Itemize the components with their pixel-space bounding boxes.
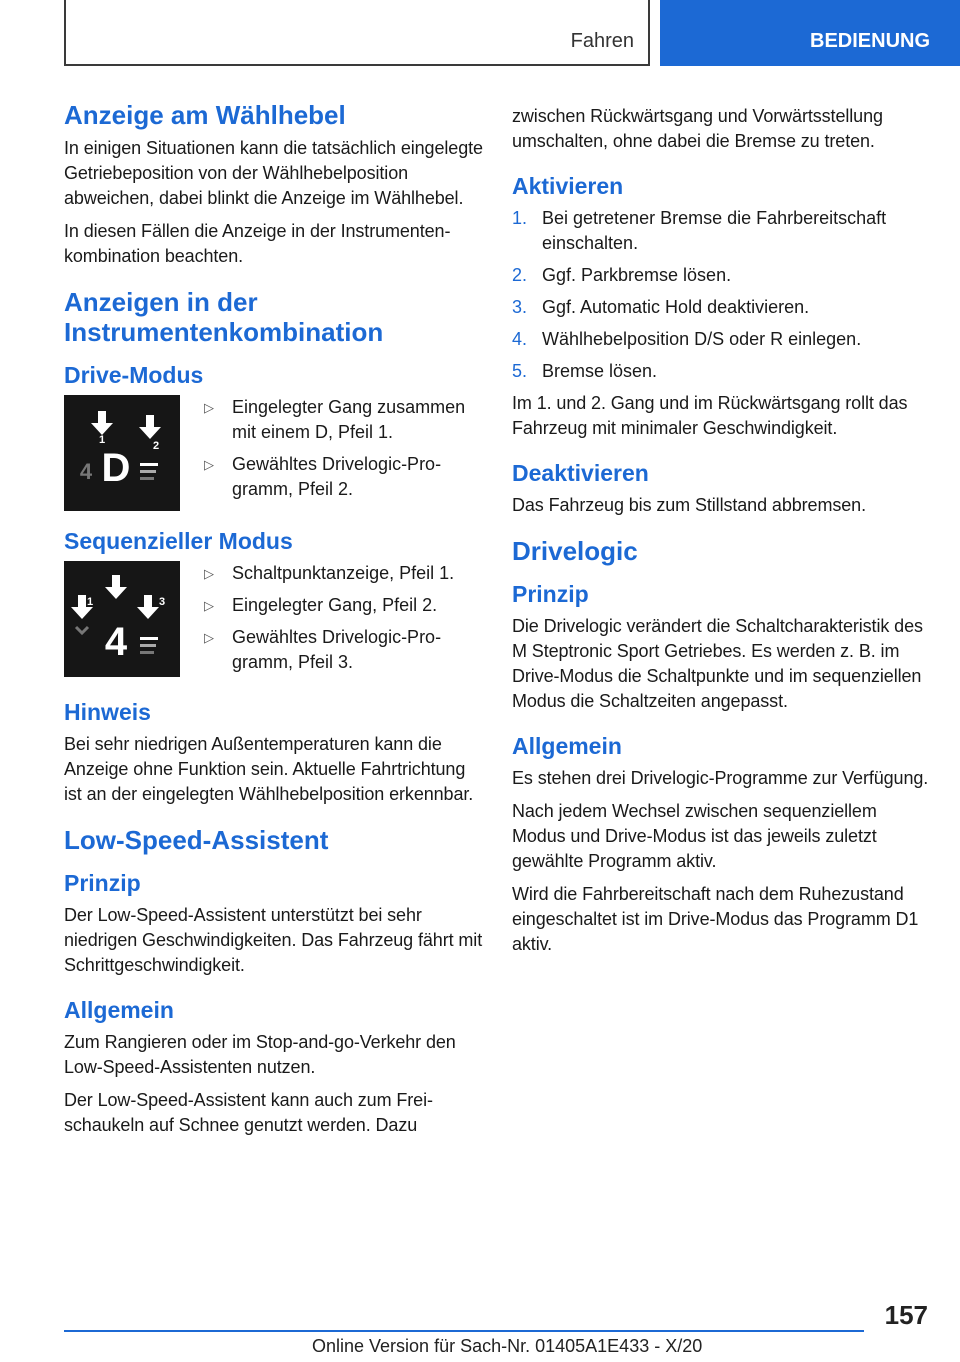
heading-prinzip: Prinzip: [512, 581, 589, 607]
drive-modus-list: [204, 395, 484, 511]
right-column: [512, 104, 932, 975]
heading-aktivieren: Aktivieren: [512, 173, 624, 199]
header-chapter-label: BEDIENUNG: [810, 30, 931, 52]
heading-drive-modus: Drive-Modus: [64, 362, 204, 388]
sequential-mode-display-image: [64, 561, 180, 677]
triangle-bullet-icon: ▷: [204, 598, 214, 613]
triangle-bullet-icon: ▷: [204, 457, 214, 472]
paragraph: zwischen Rückwärtsgang und Vorwärtsstellung umschalten, ohne dabei die Bremse zu treten.: [512, 106, 883, 151]
list-item: ▷ Schaltpunktanzeige, Pfeil 1.: [204, 561, 484, 586]
triangle-bullet-icon: ▷: [204, 630, 214, 645]
paragraph: Im 1. und 2. Gang und im Rückwärtsgang rollt das Fahrzeug mit minimaler Geschwindigkeit.: [512, 393, 908, 438]
page-number: 157: [884, 1300, 928, 1330]
footer-divider: [64, 1330, 864, 1332]
svg-text:3: 3: [158, 596, 166, 608]
paragraph: Der Low-Speed-Assistent kann auch zum Freischaukeln auf Schnee genutzt werden. Dazu: [64, 1090, 433, 1135]
list-item: 5. Bremse lösen.: [512, 361, 658, 381]
list-item: ▷ Gewähltes Drivelogic-Programm, Pfeil 3.: [204, 627, 442, 672]
paragraph: In einigen Situationen kann die tatsächlich eingelegte Getriebeposition von der Wählhebelposition abweichen, dabei blinkt die Anzeige im Wählhebel.: [64, 138, 483, 208]
header-section-title: Fahren: [570, 30, 634, 52]
paragraph: In diesen Fällen die Anzeige in der Instrumentenkombination beachten.: [64, 221, 451, 266]
paragraph: Es stehen drei Drivelogic-Programme zur Verfügung.: [512, 768, 929, 788]
list-item: 4. Wählhebelposition D/S oder R einlegen.: [512, 329, 862, 349]
heading-allgemein: Allgemein: [512, 733, 622, 759]
svg-text:2: 2: [152, 440, 160, 452]
heading-hinweis: Hinweis: [64, 699, 151, 725]
paragraph: Bei sehr niedrigen Außentemperaturen kann die Anzeige ohne Funktion sein. Aktuelle Fahrtrichtung ist an der eingelegten Wählhebelposition erkennbar.: [64, 734, 474, 804]
list-item: 2. Ggf. Parkbremse lösen.: [512, 265, 732, 285]
list-item: 3. Ggf. Automatic Hold deaktivieren.: [512, 297, 810, 317]
drive-mode-display-icon: [64, 395, 180, 511]
paragraph: Das Fahrzeug bis zum Stillstand abbremsen.: [512, 495, 866, 515]
list-item: ▷ Gewähltes Drivelogic-Programm, Pfeil 2.: [204, 454, 442, 499]
aktivieren-steps: [512, 206, 932, 384]
svg-text:4: 4: [79, 459, 93, 484]
svg-text:D: D: [101, 446, 131, 490]
svg-text:4: 4: [104, 620, 128, 664]
drive-mode-display-image: [64, 395, 180, 511]
heading-anzeige-waehlhebel: Anzeige am Wählhebel: [64, 100, 346, 130]
heading-drivelogic: Drivelogic: [512, 536, 638, 566]
heading-sequenzieller-modus: Sequenzieller Modus: [64, 528, 293, 554]
svg-text:1: 1: [98, 434, 106, 446]
heading-low-speed-assistent: Low-Speed-Assistent: [64, 825, 329, 855]
paragraph: Der Low-Speed-Assistent unterstützt bei sehr niedrigen Geschwindigkeiten. Das Fahrzeug fährt mit Schrittgeschwindigkeit.: [64, 905, 483, 975]
sequential-mode-display-icon: [64, 561, 180, 677]
paragraph: Die Drivelogic verändert die Schaltcharakteristik des M Steptronic Sport Getriebes. Es werden z. B. im Drive-Modus die Schaltpunkte und im sequenziellen Modus die Schaltzeiten angepasst.: [512, 616, 923, 711]
heading-prinzip: Prinzip: [64, 870, 141, 896]
footer-online-version: Online Version für Sach-Nr. 01405A1E433 - X/20: [312, 1336, 703, 1356]
paragraph: Nach jedem Wechsel zwischen sequenziellem Modus und Drive-Modus ist das jeweils zuletzt gewählte Programm aktiv.: [512, 801, 877, 871]
header-section-box: [64, 0, 650, 66]
heading-anzeigen-instrumentenkombination: Anzeigen in der Instrumentenkombination: [64, 287, 384, 347]
drive-modus-block: [64, 395, 484, 511]
list-item: ▷ Eingelegter Gang, Pfeil 2.: [204, 593, 484, 618]
triangle-bullet-icon: ▷: [204, 400, 214, 415]
left-column: [64, 100, 484, 1156]
svg-text:2: 2: [112, 576, 120, 588]
heading-allgemein: Allgemein: [64, 997, 174, 1023]
paragraph: Wird die Fahrbereitschaft nach dem Ruhezustand eingeschaltet ist im Drive-Modus das Programm D1 aktiv.: [512, 884, 919, 954]
list-item: 1. Bei getretener Bremse die Fahrbereitschaft einschalten.: [512, 208, 887, 253]
svg-text:1: 1: [86, 596, 94, 608]
sequenzieller-modus-list: [204, 561, 484, 682]
header-chapter-tab: [660, 0, 960, 66]
triangle-bullet-icon: ▷: [204, 566, 214, 581]
list-item: ▷ Eingelegter Gang zusammen mit einem D, Pfeil 1.: [204, 397, 466, 442]
sequenzieller-modus-block: [64, 561, 484, 682]
paragraph: Zum Rangieren oder im Stop-and-go-Verkehr den Low-Speed-Assistenten nutzen.: [64, 1032, 456, 1077]
heading-deaktivieren: Deaktivieren: [512, 460, 649, 486]
